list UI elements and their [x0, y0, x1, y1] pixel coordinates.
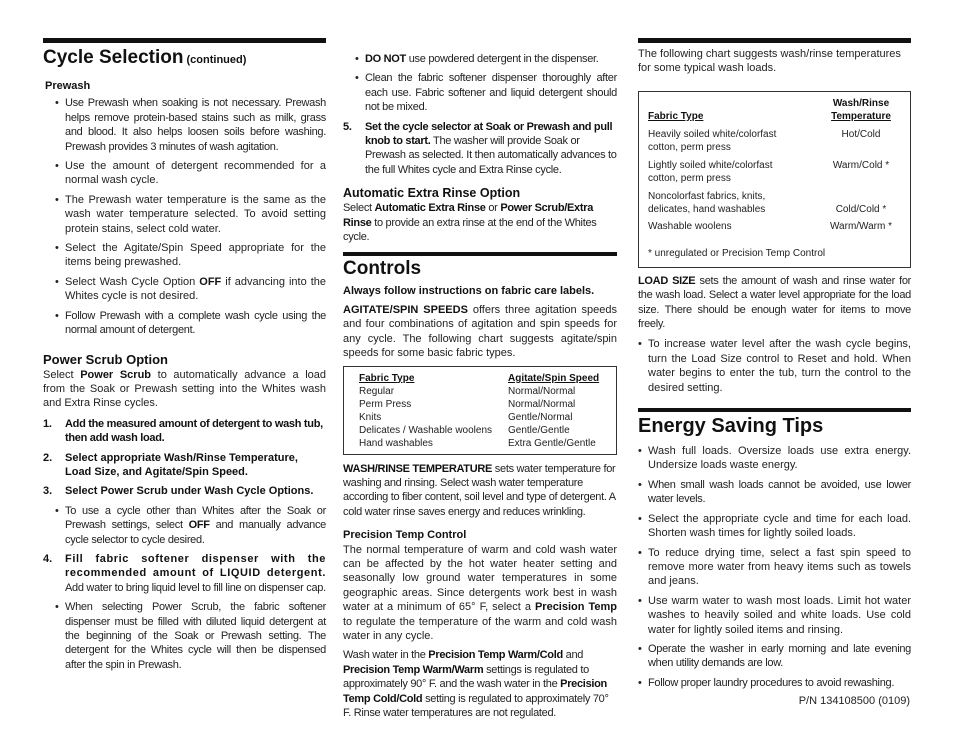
column-controls: [343, 38, 617, 720]
table-header: Fabric Type Wash/Rinse Temperature: [648, 97, 891, 122]
list-item: • Select Wash Cycle Option OFF if advancing into the Whites cycle is not desired.: [43, 275, 326, 304]
list-item: • Use warm water to wash most loads. Limit hot water washes to heavily soiled and white loads. Use cold water for lightly soiled items and rinsing.: [638, 594, 911, 637]
section-rule: [638, 38, 911, 43]
wash-rinse-temp-text: WASH/RINSE TEMPERATURE sets water temperature for washing and rinsing. Select wash water temperature according to fiber content, soil level and type of detergent. A cold water rinse saves energy and reduces wrinkling.: [343, 462, 616, 518]
list-item: • Select the appropriate cycle and time for each load. Shorten wash times for lightly soiled loads.: [638, 512, 911, 541]
step-1: 1. Add the measured amount of detergent to wash tub, then add wash load.: [43, 417, 323, 445]
dispenser-list: [343, 52, 617, 115]
precision-temp-text-2: Wash water in the Precision Temp Warm/Cold and Precision Temp Warm/Warm settings is regulated to approximately 90° F. and the wash water in the Precision Temp Cold/Cold setting is regulated to approximately 70° F. Rinse water temperatures are not regulated.: [343, 649, 609, 719]
list-item: • Use Prewash when soaking is not necessary. Prewash helps remove protein-based stains such as milk, grass and blood. It also helps loosen soils before washing. Prewash provides 3 minutes of wash agitation.: [43, 96, 326, 154]
table-footnote: * unregulated or Precision Temp Control: [648, 247, 826, 259]
list-item: • Operate the washer in early morning and late evening when utility demands are low.: [638, 642, 911, 671]
title-suffix: (continued): [186, 54, 247, 66]
table-row: Washable woolens Warm/Warm *: [648, 220, 893, 232]
energy-tips-list: [638, 444, 911, 690]
step-4: 4. Fill fabric softener dispenser with the recommended amount of LIQUID detergent. Add water to bring liquid level to fill line on dispenser cap.: [43, 552, 326, 594]
precision-temp-heading: Precision Temp Control: [343, 529, 467, 542]
list-item: • Follow Prewash with a complete wash cycle using the normal amount of detergent.: [43, 309, 326, 338]
power-scrub-heading: Power Scrub Option: [43, 351, 168, 367]
prewash-heading: Prewash: [45, 80, 91, 92]
table-row: Hand washables Extra Gentle/Gentle: [359, 437, 596, 449]
wash-temp-table: [638, 91, 911, 268]
step-3-list: [43, 504, 326, 547]
table-header: Fabric Type Agitate/Spin Speed: [359, 372, 600, 384]
section-rule: [638, 408, 911, 412]
section-title-cycle-selection: Cycle Selection (continued): [43, 47, 247, 68]
list-item: • To use a cycle other than Whites after the Soak or Prewash settings, select OFF and manually advance cycle selector to cycle desired.: [43, 504, 326, 547]
extra-rinse-text: Select Automatic Extra Rinse or Power Scrub/Extra Rinse to provide an extra rinse at the end of the Whites cycle.: [343, 202, 597, 244]
table-row: Regular Normal/Normal: [359, 385, 576, 397]
agitate-text: AGITATE/SPIN SPEEDS offers three agitation speeds and four combinations of agitation and spin speeds for any cycle. The following chart suggests agitate/spin speeds for some basic fabric types.: [343, 303, 618, 360]
section-rule: [43, 38, 326, 43]
list-item: • Select the Agitate/Spin Speed appropriate for the items being prewashed.: [43, 241, 326, 270]
agitate-speed-table: [343, 366, 617, 455]
list-item: • When selecting Power Scrub, the fabric softener dispenser must be filled with diluted liquid detergent at the beginning of the Soak or Prewash setting. The detergent for the Whites cycle will then be dispensed after the spin in Prewash.: [43, 600, 326, 672]
list-item: • When small wash loads cannot be avoided, use lower water levels.: [638, 478, 911, 507]
list-item: • DO NOT use powdered detergent in the dispenser.: [343, 52, 617, 66]
step-3: 3. Select Power Scrub under Wash Cycle Options.: [43, 485, 314, 498]
table-row: Perm Press Normal/Normal: [359, 398, 576, 410]
column-cycle-selection: [43, 38, 326, 677]
list-item: • Wash full loads. Oversize loads use extra energy. Undersize loads waste energy.: [638, 444, 911, 473]
table-row: Heavily soiled white/colorfast cotton, perm press Hot/Cold: [648, 128, 881, 153]
step-5: 5. Set the cycle selector at Soak or Prewash and pull knob to start. The washer will provide Soak or Prewash as selected. It then automatically advances to the full Whites cycle and Extra Rinse cycle.: [343, 120, 617, 176]
temp-chart-intro: The following chart suggests wash/rinse temperatures for some typical wash loads.: [638, 48, 901, 75]
column-load-size-energy: [638, 38, 911, 695]
table-row: Noncolorfast fabrics, knits, delicates, hand washables Cold/Cold *: [648, 190, 887, 215]
load-size-list: [638, 337, 911, 395]
list-item: • Clean the fabric softener dispenser thoroughly after each use. Fabric softener and liquid detergent should not be mixed.: [343, 71, 617, 114]
load-size-text: LOAD SIZE sets the amount of wash and rinse water for the wash load. Select a water level appropriate for the load size. There should be enough water for items to move freely.: [638, 274, 912, 331]
care-label-note: Always follow instructions on fabric care labels.: [343, 285, 595, 298]
section-title-controls: Controls: [343, 258, 422, 280]
table-row: Knits Gentle/Normal: [359, 411, 573, 423]
list-item: • The Prewash water temperature is the same as the wash water temperature selected. To avoid setting protein stains, select cold water.: [43, 193, 326, 236]
list-item: • Use the amount of detergent recommended for a normal wash cycle.: [43, 159, 326, 188]
step-4-list: [43, 600, 326, 672]
list-item: • Follow proper laundry procedures to avoid rewashing.: [638, 676, 911, 690]
step-2: 2. Select appropriate Wash/Rinse Temperature, Load Size, and Agitate/Spin Speed.: [43, 451, 298, 478]
power-scrub-intro: Select Power Scrub to automatically advance a load from the Soak or Prewash setting into the Whites wash and Extra Rinse cycles.: [43, 368, 326, 410]
table-row: Delicates / Washable woolens Gentle/Gentle: [359, 424, 570, 436]
section-title-energy-saving: Energy Saving Tips: [638, 415, 824, 438]
list-item: • To increase water level after the wash cycle begins, turn the Load Size control to Reset and hold. When water begins to enter the tub, turn the control to the desired setting.: [638, 337, 911, 395]
list-item: • To reduce drying time, select a fast spin speed to remove more water from heavy items such as towels and jeans.: [638, 546, 911, 589]
section-rule: [343, 252, 617, 256]
prewash-list: [43, 96, 326, 337]
part-number: P/N 134108500 (0109): [798, 695, 910, 707]
extra-rinse-heading: Automatic Extra Rinse Option: [343, 186, 521, 201]
power-scrub-steps: [43, 417, 326, 673]
table-row: Lightly soiled white/colorfast cotton, perm press Warm/Cold *: [648, 159, 890, 184]
precision-temp-text-1: The normal temperature of warm and cold wash water can be affected by the hot water heater setting and seasonally low ground water temperatures in some geographic areas. Since detergents work best in wash water at a minimum of 65° F, select a Precision Temp to regulate the temperature of the warm and cold wash water in any cycle.: [343, 543, 617, 642]
